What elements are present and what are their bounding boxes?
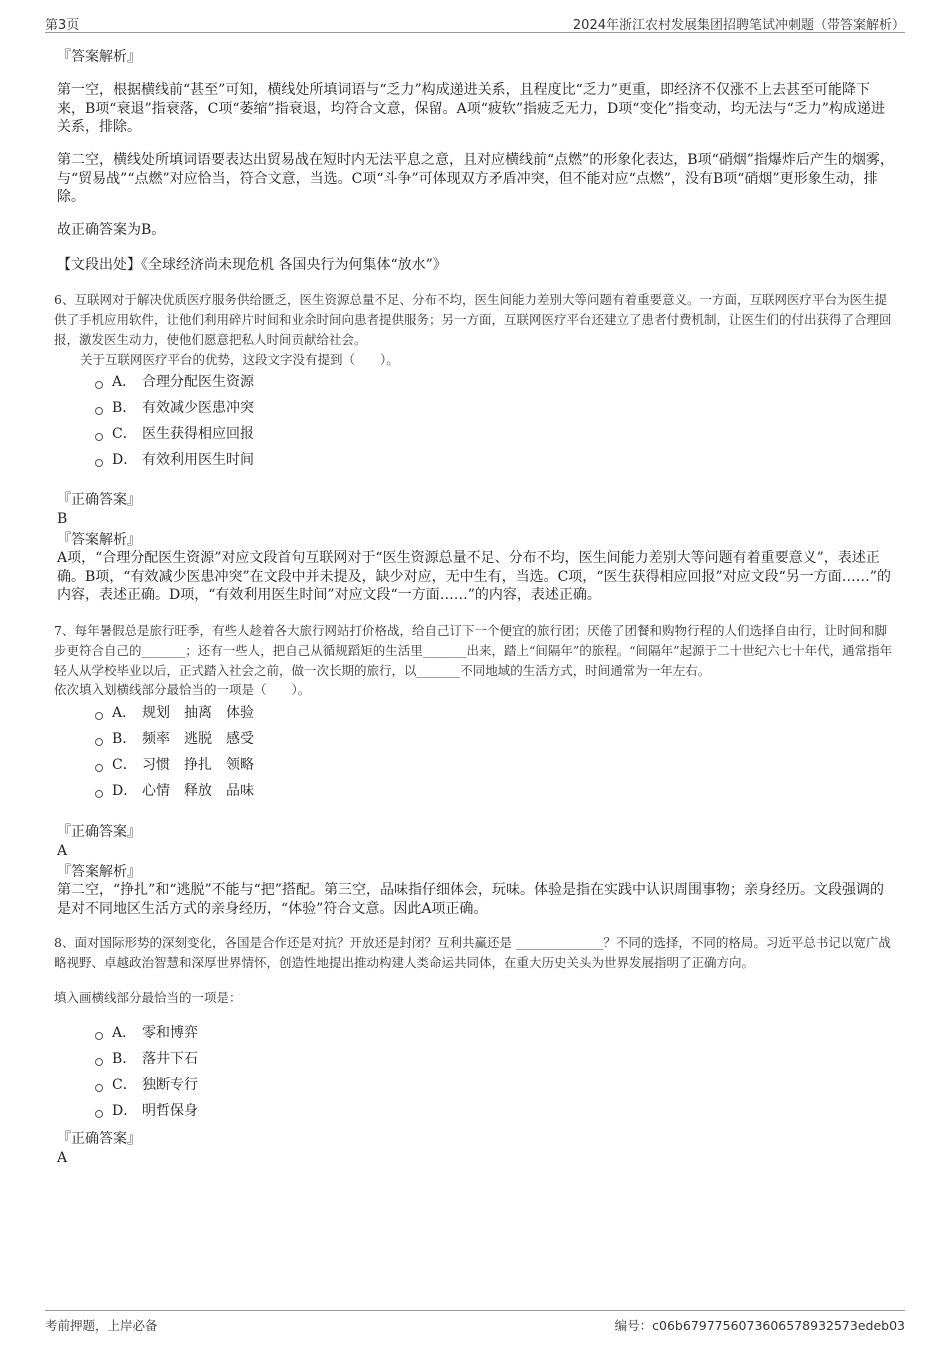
q7-stem: 7、每年暑假总是旅行旺季，有些人趁着各大旅行网站打价格战，给自己订下一个便宜的旅行团；厌倦了团餐和购物行程的人们选择自由行，让时间和脚步更符合自己的_______；还有一些人，把自己从循规蹈矩的生活里_______出来，踏上“间隔年”的旅程。“间隔年”起源于二十世纪六七十年代，通常指年轻人从学校毕业以后，正式踏入社会之前，做一次长期的旅行，以_______不同地域的生活方式，时间通常为一年左右。	[54, 623, 893, 678]
q7-options	[95, 700, 254, 804]
q6-option-a[interactable]: A． 合理分配医生资源	[95, 369, 254, 395]
q5-conclusion: 故正确答案为B。	[57, 222, 166, 238]
radio-icon[interactable]	[95, 1084, 103, 1092]
q6-option-c[interactable]: C． 医生获得相应回报	[95, 421, 254, 447]
q7-answer: A	[57, 843, 68, 859]
q6-prompt: 关于互联网医疗平台的优势，这段文字没有提到（ ）。	[80, 352, 399, 367]
footer-slogan: 考前押题，上岸必备	[45, 1318, 158, 1333]
radio-icon[interactable]	[95, 1110, 103, 1118]
q6-analysis-label: 『答案解析』	[57, 532, 141, 548]
q8-option-b[interactable]: B． 落井下石	[95, 1046, 198, 1072]
page-number: 第3页	[45, 18, 80, 33]
q8-options	[95, 1020, 198, 1124]
page-footer	[45, 1310, 905, 1335]
q7-option-b[interactable]: B． 频率 逃脱 感受	[95, 726, 254, 752]
q6-option-b[interactable]: B． 有效减少医患冲突	[95, 395, 254, 421]
radio-icon[interactable]	[95, 790, 103, 798]
page-header	[45, 10, 905, 33]
q6-options	[95, 369, 254, 473]
q8-prompt: 填入画横线部分最恰当的一项是：	[54, 990, 242, 1005]
q7-option-a[interactable]: A． 规划 抽离 体验	[95, 700, 254, 726]
document-title: 2024年浙江农村发展集团招聘笔试冲刺题（带答案解析）	[572, 18, 905, 33]
radio-icon[interactable]	[95, 381, 103, 389]
radio-icon[interactable]	[95, 407, 103, 415]
q5-analysis-label: 『答案解析』	[57, 49, 141, 65]
q8-option-a[interactable]: A． 零和博弈	[95, 1020, 198, 1046]
q6-stem: 6、互联网对于解决优质医疗服务供给匮乏，医生资源总量不足、分布不均，医生间能力差别大等问题有着重要意义。一方面，互联网医疗平台为医生提供了手机应用软件，让他们利用碎片时间和业余时间向患者提供服务；另一方面，互联网医疗平台还建立了患者付费机制，让医生们的付出获得了合理回报，激发医生动力，使他们愿意把私人时间贡献给社会。	[54, 292, 892, 347]
radio-icon[interactable]	[95, 712, 103, 720]
q6-option-d[interactable]: D． 有效利用医生时间	[95, 447, 254, 473]
q7-option-d[interactable]: D． 心情 释放 品味	[95, 778, 254, 804]
q7-analysis-label: 『答案解析』	[57, 864, 141, 880]
q8-option-c[interactable]: C． 独断专行	[95, 1072, 198, 1098]
q8-answer: A	[57, 1150, 68, 1166]
q7-option-c[interactable]: C． 习惯 挣扎 领略	[95, 752, 254, 778]
radio-icon[interactable]	[95, 433, 103, 441]
q7-prompt: 依次填入划横线部分最恰当的一项是（ ）。	[54, 682, 311, 697]
q7-answer-label: 『正确答案』	[57, 824, 141, 840]
q8-option-d[interactable]: D． 明哲保身	[95, 1098, 198, 1124]
q8-answer-label: 『正确答案』	[57, 1131, 141, 1147]
footer-code: 编号：c06b67977560736065789325​73edeb03	[614, 1318, 905, 1333]
q6-answer: B	[57, 511, 68, 527]
radio-icon[interactable]	[95, 459, 103, 467]
q7-analysis: 第二空，“挣扎”和“逃脱”不能与“把”搭配。第三空，品味指仔细体会，玩味。体验是指在实践中认识周围事物；亲身经历。文段强调的是对不同地区生活方式的亲身经历，“体验”符合文意。因此A项正确。	[57, 882, 884, 917]
q6-answer-label: 『正确答案』	[57, 492, 141, 508]
q8-stem: 8、面对国际形势的深刻变化，各国是合作还是对抗？开放还是封闭？互利共赢还是 ______________？不同的选择，不同的格局。习近平总书记以宽广战略视野、卓越政治智慧和深厚世界情怀，创造性地提出推动构建人类命运共同体，在重大历史关头为世界发展指明了正确方向。	[54, 935, 891, 970]
radio-icon[interactable]	[95, 1032, 103, 1040]
q5-source: 【文段出处】《全球经济尚未现危机 各国央行为何集体“放水”》	[57, 257, 447, 273]
radio-icon[interactable]	[95, 738, 103, 746]
q5-analysis-para1: 第一空，根据横线前“甚至”可知，横线处所填词语与“乏力”构成递进关系，且程度比“乏力”更重，即经济不仅涨不上去甚至可能降下来，B项“衰退”指衰落，C项“萎缩”指衰退，均符合文意，保留。A项“疲软”指疲乏无力，D项“变化”指变动，均无法与“乏力”构成递进关系，排除。	[57, 82, 885, 135]
radio-icon[interactable]	[95, 764, 103, 772]
q5-analysis-para2: 第二空，横线处所填词语要表达出贸易战在短时内无法平息之意，且对应横线前“点燃”的形象化表达，B项“硝烟”指爆炸后产生的烟雾，与“贸易战”“点燃”对应恰当，符合文意，当选。C项“斗争”可体现双方矛盾冲突，但不能对应“点燃”，没有B项“硝烟”更形象生动，排除。	[57, 152, 894, 205]
q6-analysis: A项，“合理分配医生资源”对应文段首句互联网对于“医生资源总量不足、分布不均，医生间能力差别大等问题有着重要意义”，表述正确。B项，“有效减少医患冲突”在文段中并未提及，缺少对应，无中生有，当选。C项，“医生获得相应回报”对应文段“另一方面……”的内容，表述正确。D项，“有效利用医生时间”对应文段“一方面……”的内容，表述正确。	[57, 550, 891, 603]
radio-icon[interactable]	[95, 1058, 103, 1066]
